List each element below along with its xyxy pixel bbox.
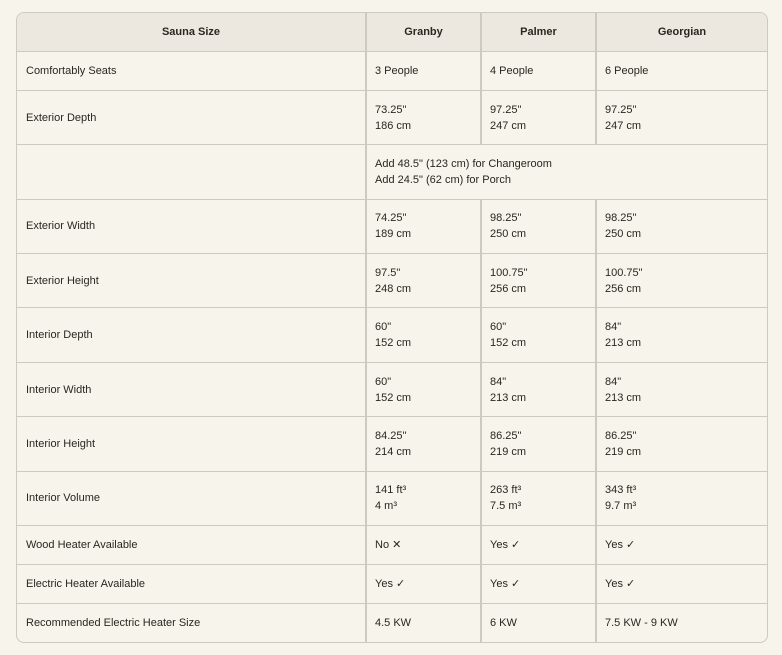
georgian-cell: [596, 362, 767, 416]
cell-value-line: 84": [605, 321, 622, 334]
table-row: [17, 525, 767, 564]
cell-value-line: Add 24.5" (62 cm) for Porch: [375, 174, 511, 187]
header-sauna-size: Sauna Size: [17, 13, 366, 52]
granby-cell: [366, 52, 481, 91]
cell-value-line: 84": [490, 375, 507, 388]
granby-cell: [366, 471, 481, 525]
palmer-cell: [481, 603, 596, 642]
table-row: [17, 254, 767, 308]
table-row: [17, 564, 767, 603]
cell-value-line: 247 cm: [490, 119, 527, 132]
cell-value-line: Yes ✓: [490, 577, 521, 590]
row-label: Interior Width: [17, 362, 366, 416]
cell-value-line: 84.25": [375, 429, 407, 442]
palmer-cell: [481, 254, 596, 308]
row-label: Electric Heater Available: [17, 564, 366, 603]
header-palmer: Palmer: [481, 13, 596, 52]
row-label: Interior Depth: [17, 308, 366, 362]
georgian-cell: [596, 471, 767, 525]
table-row: [17, 90, 767, 144]
table-row: [17, 417, 767, 471]
cell-value-line: 250 cm: [490, 228, 527, 241]
cell-value-line: 84": [605, 375, 622, 388]
georgian-cell: [596, 417, 767, 471]
table-row: [17, 362, 767, 416]
cell-value-line: 152 cm: [490, 337, 527, 350]
cell-value-line: Yes ✓: [605, 538, 636, 551]
cell-value-line: 9.7 m³: [605, 500, 637, 513]
cell-value-line: 100.75": [490, 266, 528, 279]
row-label: Wood Heater Available: [17, 525, 366, 564]
cell-value-line: 86.25": [490, 429, 522, 442]
row-label: Interior Height: [17, 417, 366, 471]
granby-cell: [366, 90, 481, 144]
georgian-cell: [596, 199, 767, 253]
granby-cell: [366, 417, 481, 471]
georgian-cell: [596, 90, 767, 144]
sauna-comparison-table-container: [16, 12, 768, 643]
cell-value-line: 4 People: [490, 64, 534, 77]
cell-value-line: 256 cm: [605, 282, 642, 295]
addon-note-cell: [366, 145, 767, 199]
row-label: Comfortably Seats: [17, 52, 366, 91]
row-label: Exterior Height: [17, 254, 366, 308]
granby-cell: [366, 564, 481, 603]
cell-value-line: 186 cm: [375, 119, 412, 132]
cell-value-line: 74.25": [375, 212, 407, 225]
cell-value-line: 247 cm: [605, 119, 642, 132]
cell-value-line: Yes ✓: [605, 577, 636, 590]
cell-value-line: 213 cm: [605, 337, 642, 350]
cell-value-line: 100.75": [605, 266, 643, 279]
georgian-cell: [596, 564, 767, 603]
granby-cell: [366, 362, 481, 416]
palmer-cell: [481, 362, 596, 416]
palmer-cell: [481, 471, 596, 525]
cell-value-line: 60": [375, 375, 392, 388]
cell-value-line: 250 cm: [605, 228, 642, 241]
table-row: [17, 145, 767, 199]
palmer-cell: [481, 525, 596, 564]
cell-value-line: 98.25": [490, 212, 522, 225]
cell-value-line: 97.25": [490, 103, 522, 116]
georgian-cell: [596, 308, 767, 362]
cell-value-line: 6 KW: [490, 616, 517, 629]
palmer-cell: [481, 308, 596, 362]
cell-value-line: 141 ft³: [375, 484, 407, 497]
cell-value-line: 213 cm: [605, 391, 642, 404]
cell-value-line: 152 cm: [375, 337, 412, 350]
sauna-comparison-table: [17, 13, 767, 642]
table-row: [17, 52, 767, 91]
granby-cell: [366, 308, 481, 362]
cell-value-line: 7.5 m³: [490, 500, 522, 513]
cell-value-line: 213 cm: [490, 391, 527, 404]
cell-value-line: 219 cm: [490, 445, 527, 458]
georgian-cell: [596, 603, 767, 642]
cell-value-line: 4 m³: [375, 500, 397, 513]
cell-value-line: 97.25": [605, 103, 637, 116]
granby-cell: [366, 525, 481, 564]
granby-cell: [366, 603, 481, 642]
row-label: Interior Volume: [17, 471, 366, 525]
header-granby: Granby: [366, 13, 481, 52]
granby-cell: [366, 254, 481, 308]
row-label: Exterior Width: [17, 199, 366, 253]
cell-value-line: 86.25": [605, 429, 637, 442]
cell-value-line: 3 People: [375, 64, 419, 77]
cell-value-line: 152 cm: [375, 391, 412, 404]
table-row: [17, 308, 767, 362]
cell-value-line: 4.5 KW: [375, 616, 412, 629]
palmer-cell: [481, 417, 596, 471]
palmer-cell: [481, 52, 596, 91]
cell-value-line: 256 cm: [490, 282, 527, 295]
cell-value-line: 97.5": [375, 266, 401, 279]
cell-value-line: 219 cm: [605, 445, 642, 458]
palmer-cell: [481, 199, 596, 253]
georgian-cell: [596, 525, 767, 564]
cell-value-line: 98.25": [605, 212, 637, 225]
row-label: Recommended Electric Heater Size: [17, 603, 366, 642]
cell-value-line: 73.25": [375, 103, 407, 116]
cell-value-line: 60": [490, 321, 507, 334]
palmer-cell: [481, 90, 596, 144]
row-label: [17, 145, 366, 199]
header-row: [17, 13, 767, 52]
cell-value-line: 60": [375, 321, 392, 334]
georgian-cell: [596, 52, 767, 91]
cell-value-line: 6 People: [605, 64, 649, 77]
table-row: [17, 471, 767, 525]
cell-value-line: 248 cm: [375, 282, 412, 295]
header-georgian: Georgian: [596, 13, 767, 52]
cell-value-line: No ✕: [375, 538, 402, 551]
cell-value-line: Add 48.5" (123 cm) for Changeroom: [375, 158, 552, 171]
cell-value-line: 214 cm: [375, 445, 412, 458]
palmer-cell: [481, 564, 596, 603]
cell-value-line: 263 ft³: [490, 484, 522, 497]
cell-value-line: 343 ft³: [605, 484, 637, 497]
cell-value-line: 189 cm: [375, 228, 412, 241]
cell-value-line: 7.5 KW - 9 KW: [605, 616, 678, 629]
table-row: [17, 603, 767, 642]
row-label: Exterior Depth: [17, 90, 366, 144]
cell-value-line: Yes ✓: [490, 538, 521, 551]
cell-value-line: Yes ✓: [375, 577, 406, 590]
table-row: [17, 199, 767, 253]
georgian-cell: [596, 254, 767, 308]
granby-cell: [366, 199, 481, 253]
